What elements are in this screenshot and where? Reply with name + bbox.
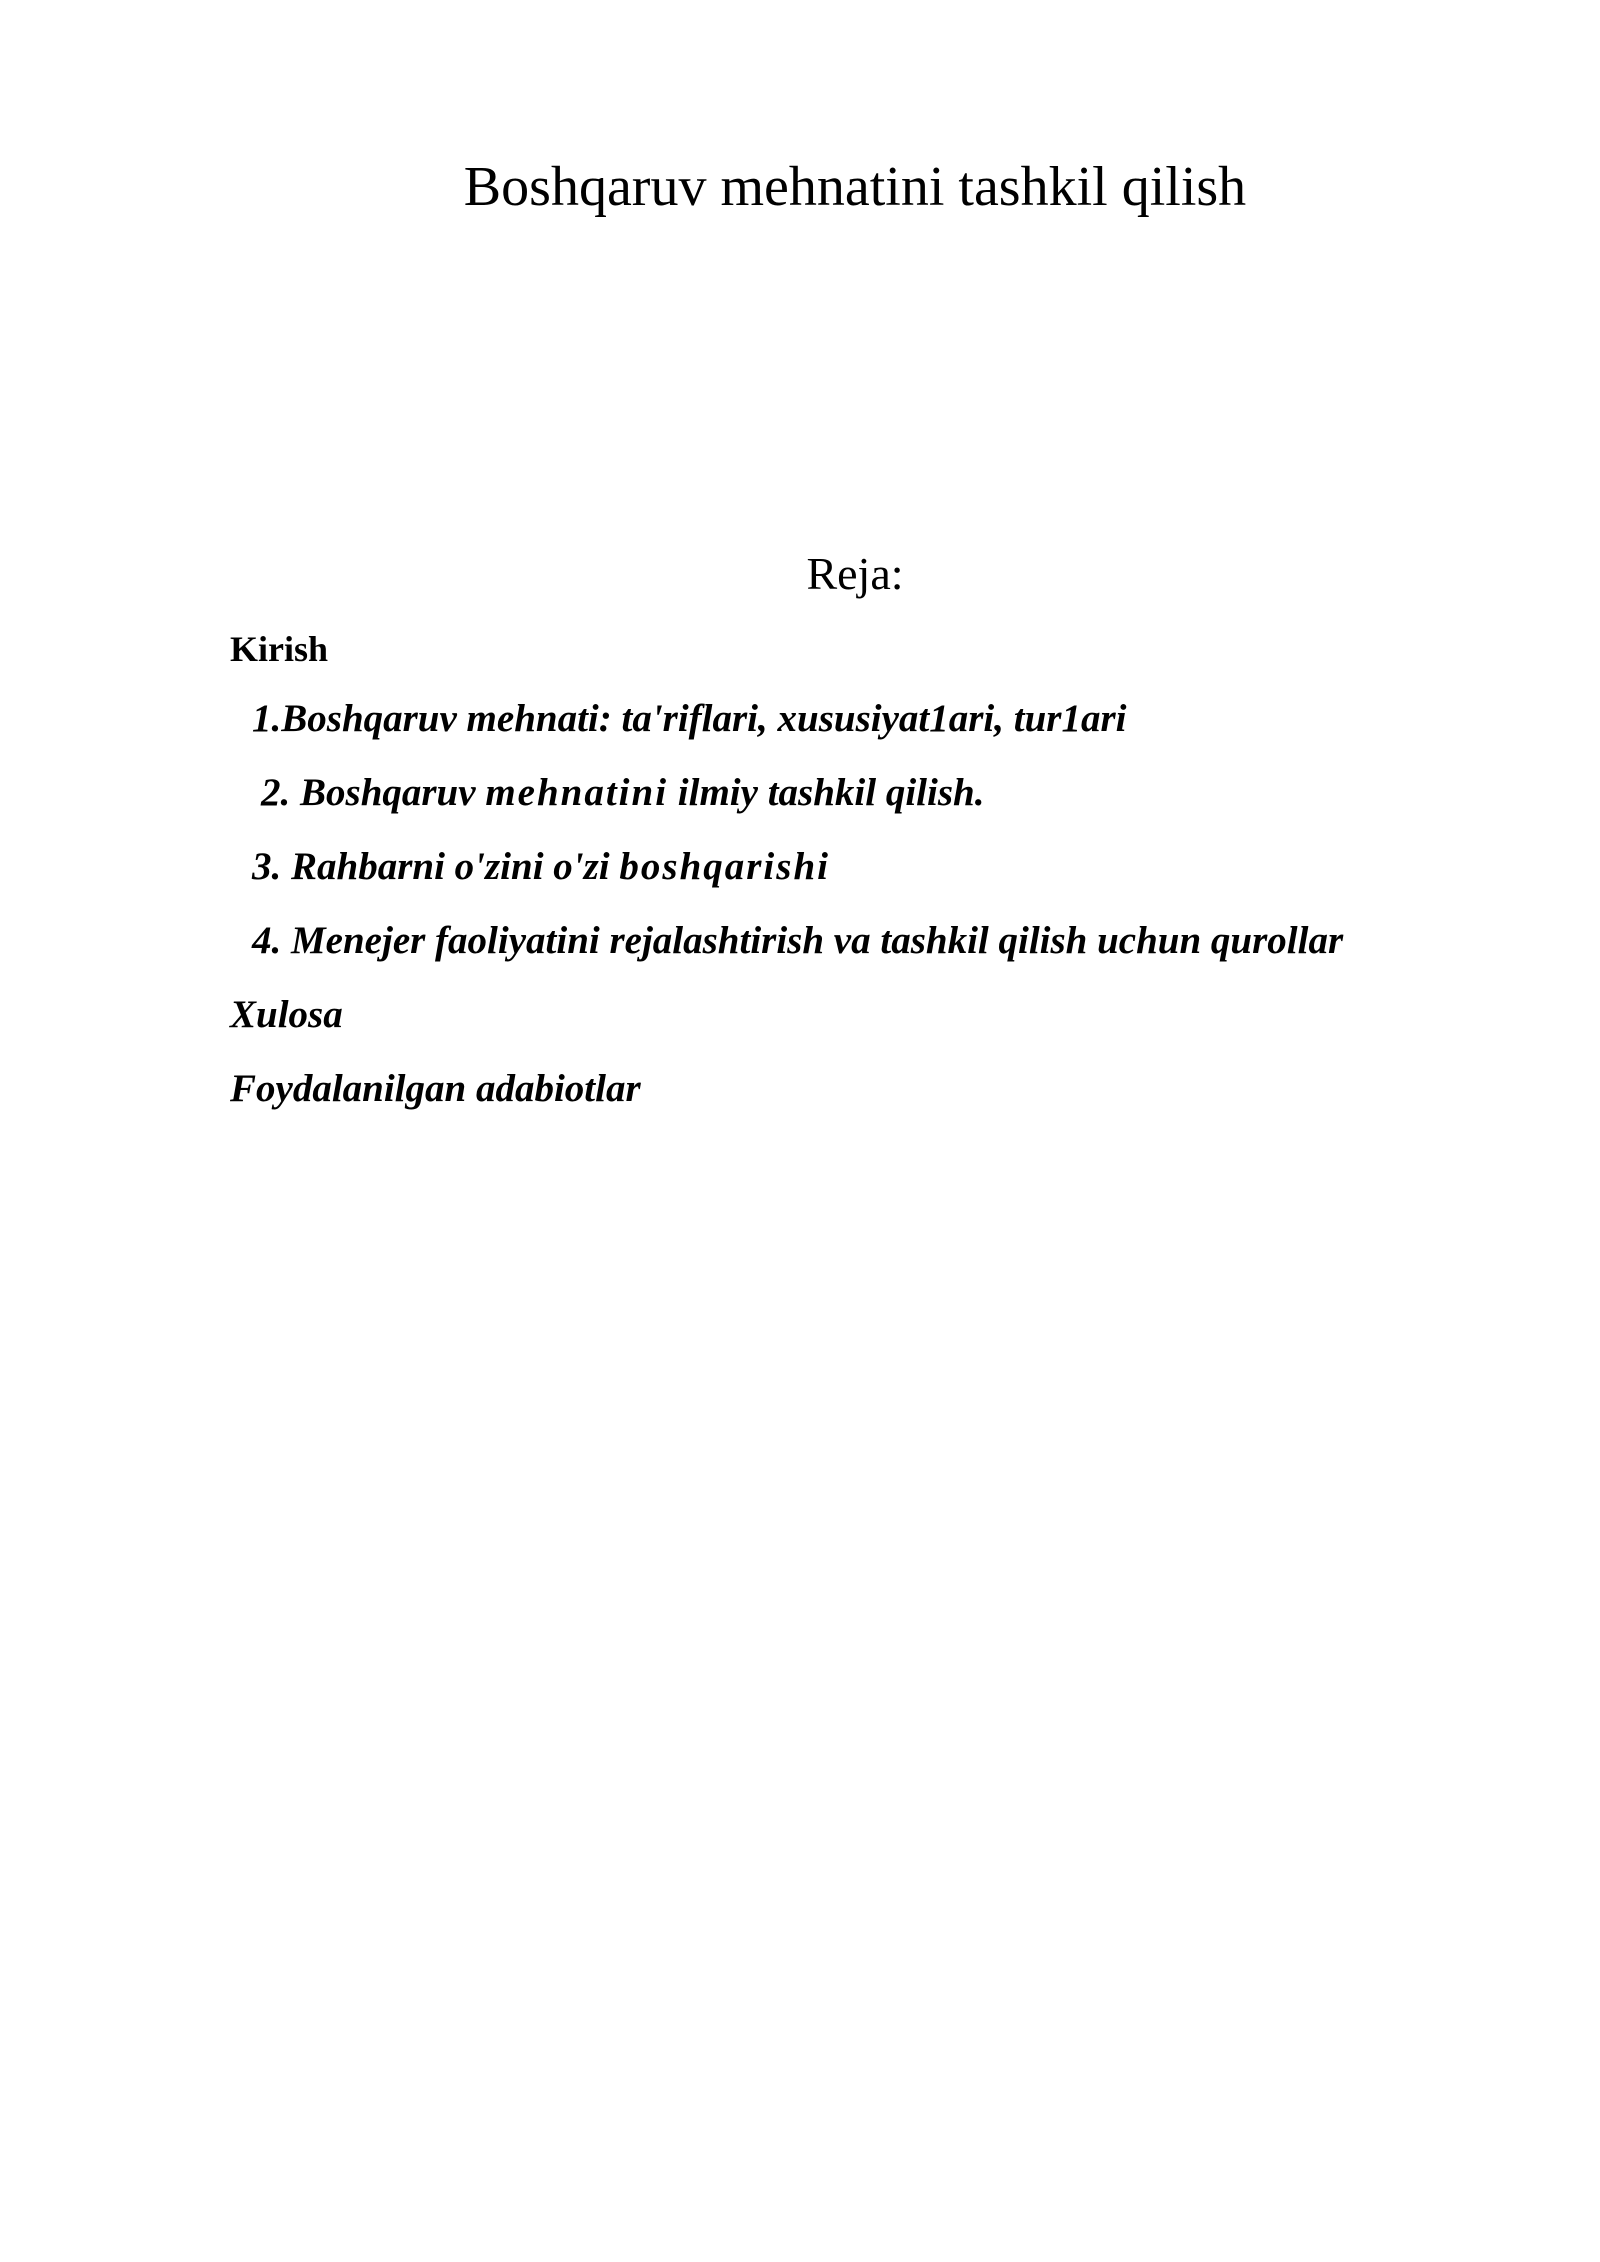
toc-item-2-part-c: ilmiy tashkil qilish. — [668, 771, 985, 814]
toc-intro: Kirish — [230, 629, 329, 669]
plan-heading: Reja: — [806, 548, 904, 599]
toc-item-2-part-a: 2. Boshqaruv — [261, 771, 486, 814]
toc-item-2-part-b: mehnatini — [485, 771, 669, 814]
toc-item-1: 1.Boshqaruv mehnati: ta'riflari, xususiyat1ari, tur1ari — [252, 697, 1127, 740]
toc-item-2 — [261, 769, 984, 817]
document-title: Boshqaruv mehnatini tashkil qilish — [463, 156, 1247, 218]
toc-item-4: 4. Menejer faoliyatini rejalashtirish va tashkil qilish uchun qurollar — [252, 919, 1344, 962]
toc-item-3 — [252, 843, 830, 891]
toc-item-3-part-b: boshqarishi — [619, 845, 830, 888]
toc-references: Foydalanilgan adabiotlar — [230, 1067, 641, 1110]
toc-item-3-part-a: 3. Rahbarni o'zini o'zi — [252, 845, 620, 888]
toc-conclusion: Xulosa — [230, 993, 343, 1036]
